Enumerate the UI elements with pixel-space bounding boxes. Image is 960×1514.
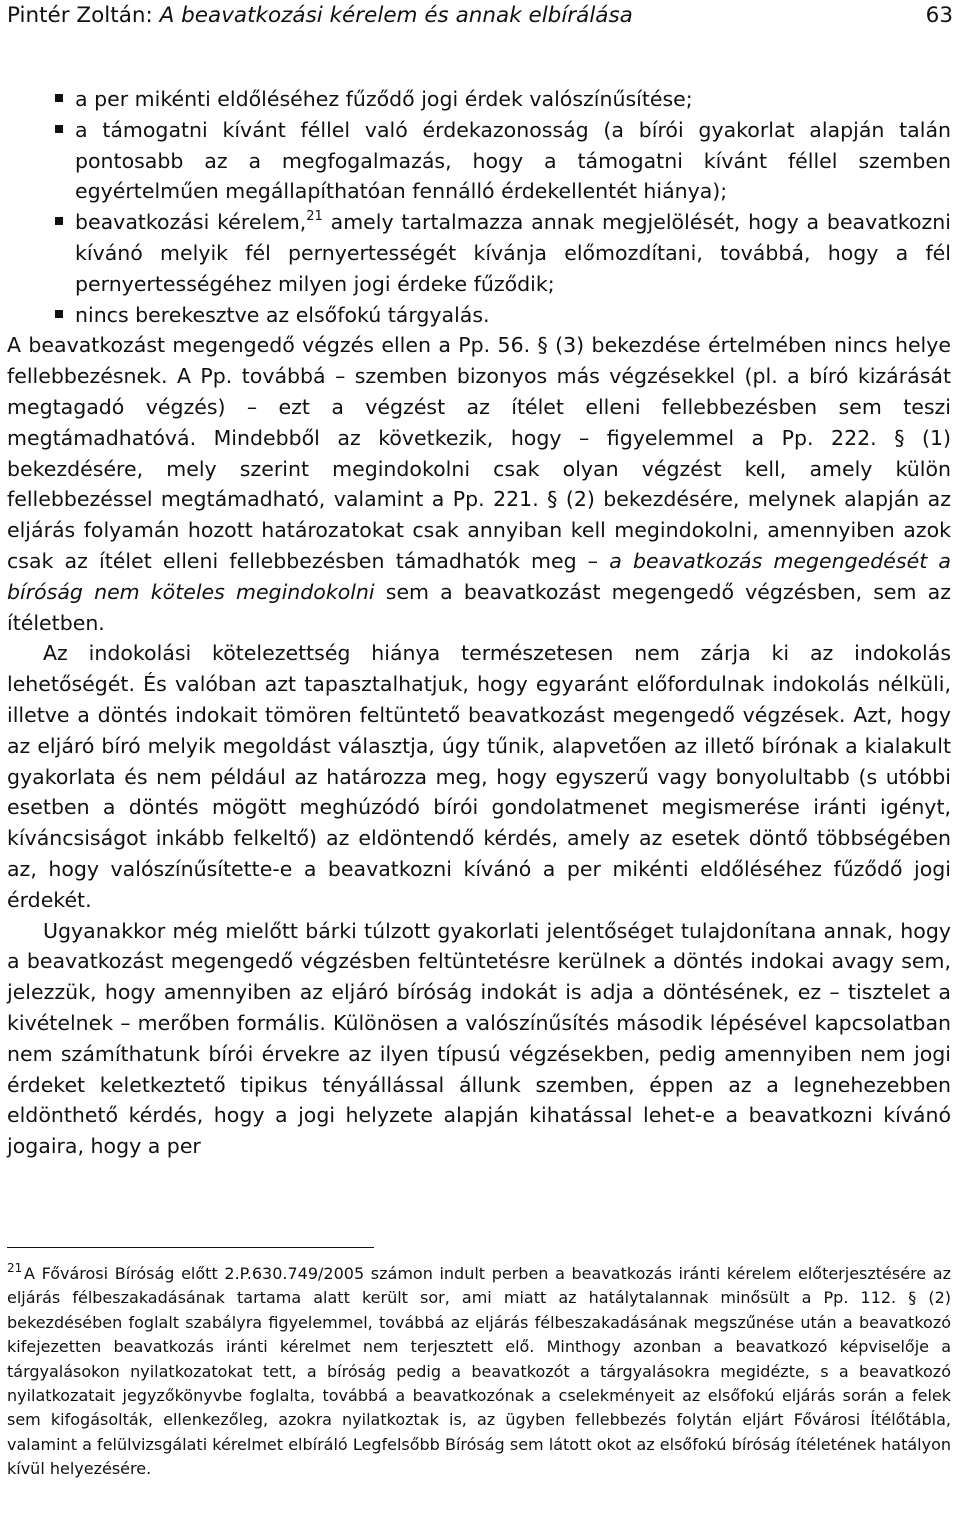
paragraph-text: sem a beavatkozást megengedő végzésben, sem az ítéletben.	[7, 579, 951, 635]
paragraph-text: A beavatkozást megengedő végzés ellen a Pp. 56. § (3) bekezdése értelmében nincs helye fellebbezésnek. A Pp. továbbá – szemben bizonyos más végzésekkel (pl. a bíró kizárását megtagadó végzés) – ezt a végzést az ítélet elleni fellebbezésben sem teszi megtámadhatóvá. Mindebből az következik, hogy – figyelemmel a Pp. 222. § (1) bekezdésére, mely szerint megindokolni csak olyan végzést kell, amely külön fellebbezéssel megtámadható, valamint a Pp. 221. § (2) bekezdésére, melynek alapján az eljárás folyamán hozott határozatokat csak annyiban kell megindokolni, amennyiben azok csak az ítélet elleni fellebbezésben támadhatók meg –	[7, 333, 951, 573]
list-item	[7, 207, 951, 299]
emphasis-text: a beavatkozás megengedését a bíróság nem köteles megindokolni	[7, 548, 951, 604]
footnote: 21 A Fővárosi Bíróság előtt 2.P.630.749/2005 számon indult perben a beavatkozás iránti kérelem előterjesztésére az eljárás félbeszakadásának tartama alatt került sor, ami miatt az hatálytalannak minősült a Pp. 112. § (2) bekezdésében foglalt szabályra figyelemmel, továbbá az eljárás félbeszakadásának megszűnése után a beavatkozó kifejezetten beavatkozás iránti kérelmet nem terjesztett elő. Minthogy azonban a beavatkozó képviselője a tárgyalásokon nyilatkozatokat tett, a bíróság pedig a beavatkozót a tárgyalásokra megidézte, s a beavatkozó nyilatkozatait jegyzőkönyvbe foglalta, továbbá a beavatkozónak a cselekményeit az elsőfokú eljárás során a felek sem kifogásolták, ellenkezőleg, azokra nyilatkoztak is, az ügyben fellebbezés folytán eljárt Fővárosi Ítélőtábla, valamint a felülvizsgálati kérelmet elbíráló Legfelsőbb Bíróság sem látott okot az elsőfokú bíróság ítéletének hatályon kívül helyezésére.	[7, 1261, 951, 1479]
list-item-text: a támogatni kívánt féllel való érdekazonosság (a bírói gyakorlat alapján talán pontosabb az a megfogalmazás, hogy a támogatni kívánt féllel szemben egyértelműen megállapíthatóan fennálló érdekellentét hiánya);	[75, 117, 951, 204]
list-item	[7, 300, 951, 331]
footnote-reference[interactable]: 21	[306, 209, 323, 225]
square-bullet-icon	[55, 94, 63, 102]
list-item-text: nincs berekesztve az elsőfokú tárgyalás.	[75, 302, 490, 327]
requirements-list	[7, 84, 951, 330]
header-title: A beavatkozási kérelem és annak elbírálása	[159, 3, 633, 28]
square-bullet-icon	[55, 310, 63, 318]
page-number: 63	[925, 3, 953, 28]
running-header	[7, 2, 953, 32]
list-item-text: a per mikénti eldőléséhez fűződő jogi érdek valószínűsítése;	[75, 87, 693, 111]
list-item	[7, 84, 951, 115]
header-author-title	[7, 2, 633, 30]
list-item-text: amely tartalmazza annak megjelölését, hogy a beavatkozni kívánó melyik fél pernyertességét kívánja előmozdítani, továbbá, hogy a fél pernyertességéhez milyen jogi érdeke fűződik;	[75, 210, 951, 296]
paragraph: Az indokolási kötelezettség hiánya természetesen nem zárja ki az indokolás lehetőségét. És valóban azt tapasztalhatjuk, hogy egyaránt előfordulnak indokolás nélküli, illetve a döntés indokait tömören feltüntető beavatkozást megengedő végzések. Azt, hogy az eljáró bíró melyik megoldást választja, úgy tűnik, alapvetően az illető bírónak a kialakult gyakorlata és nem például az határozza meg, hogy egyszerű vagy bonyolultabb (s utóbbi esetben a döntés mögött meghúzódó bírói gondolatmenet megismerése iránti igényt, kíváncsiságot inkább felkeltő) az eldöntendő kérdés, amely az esetek döntő többségében az, hogy valószínűsítette-e a beavatkozni kívánó a per mikénti eldőléséhez fűződő jogi érdekét.	[7, 641, 951, 912]
square-bullet-icon	[55, 125, 63, 133]
list-item-text: beavatkozási kérelem,	[75, 210, 307, 235]
paragraph	[7, 330, 951, 638]
paragraph: Ugyanakkor még mielőtt bárki túlzott gyakorlati jelentőséget tulajdonítana annak, hogy a beavatkozást megengedő végzésben feltüntetésre kerülnek a döntés indokai avagy sem, jelezzük, hogy amennyiben az eljáró bíróság indokát is adja a döntésének, ez – tisztelet a kivételnek – merőben formális. Különösen a valószínűsítés második lépésével kapcsolatban nem számíthatunk bírói érvekre az ilyen típusú végzésekben, pedig amennyiben nem jogi érdeket keletkeztető tipikus tényállással állunk szemben, éppen az a legnehezebben eldönthető kérdés, hogy a jogi helyzete alapján kihatással lehet-e a beavatkozni kívánó jogaira, hogy a per	[7, 918, 951, 1159]
footnote-divider	[7, 1247, 374, 1248]
main-text	[7, 84, 951, 1162]
list-item	[7, 115, 951, 207]
header-author: Pintér Zoltán:	[7, 3, 153, 28]
footnote-text: A Fővárosi Bíróság előtt 2.P.630.749/2005 számon indult perben a beavatkozás iránti kérelem előterjesztésére az eljárás félbeszakadásának tartama alatt került sor, ami miatt az hatálytalannak minősült a Pp. 112. § (2) bekezdésében foglalt szabályra figyelemmel, továbbá az eljárás félbeszakadásának megszűnése után a beavatkozó kifejezetten beavatkozás iránti kérelmet nem terjesztett elő. Minthogy azonban a beavatkozó képviselője a tárgyalásokon nyilatkozatokat tett, a bíróság pedig a beavatkozót a tárgyalásokra megidézte, s a beavatkozó nyilatkozatait jegyzőkönyvbe foglalta, továbbá a beavatkozónak a cselekményeit az elsőfokú eljárás során a felek sem kifogásolták, ellenkezőleg, azokra nyilatkoztak is, az ügyben fellebbezés folytán eljárt Fővárosi Ítélőtábla, valamint a felülvizsgálati kérelmet elbíráló Legfelsőbb Bíróság sem látott okot az elsőfokú bíróság ítéletének hatályon kívül helyezésére.	[7, 1264, 951, 1479]
square-bullet-icon	[55, 217, 63, 225]
